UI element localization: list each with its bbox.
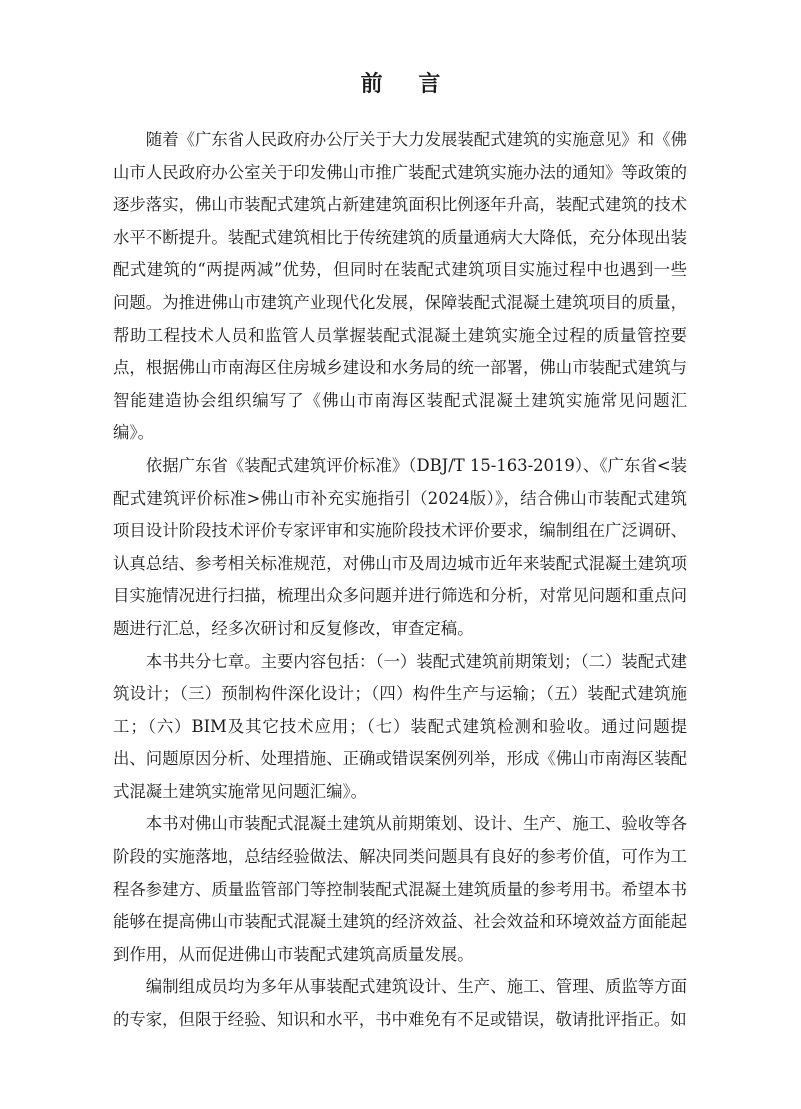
paragraph-value: 本书对佛山市装配式混凝土建筑从前期策划、设计、生产、施工、验收等各阶段的实施落地，总结经验做法、解决同类问题具有良好的参考价值，可作为工程各参建方、质量监管部门等控制装配式混凝土建筑质量的参考用书。希望本书能够在提高佛山市装配式混凝土建筑的经济效益、社会效益和环境效益方面能起到作用，从而促进佛山市装配式建筑高质量发展。 bbox=[113, 814, 687, 964]
paragraph-background: 随着《广东省人民政府办公厅关于大力发展装配式建筑的实施意见》和《佛山市人民政府办公室关于印发佛山市推广装配式建筑实施办法的通知》等政策的逐步落实，佛山市装配式建筑占新建建筑面积比例逐年升高，装配式建筑的技术水平不断提升。装配式建筑相比于传统建筑的质量通病大大降低，充分体现出装配式建筑的“两提两减”优势，但同时在装配式建筑项目实施过程中也遇到一些问题。为推进佛山市建筑产业现代化发展，保障装配式混凝土建筑项目的质量，帮助工程技术人员和监管人员掌握装配式混凝土建筑实施全过程的质量管控要点，根据佛山市南海区住房城乡建设和水务局的统一部署，佛山市装配式建筑与智能建造协会组织编写了《佛山市南海区装配式混凝土建筑实施常见问题汇编》。 bbox=[113, 130, 687, 443]
paragraph-contents: 本书共分七章。主要内容包括：（一）装配式建筑前期策划；（二）装配式建筑设计；（三）预制构件深化设计；（四）构件生产与运输；（五）装配式建筑施工；（六）BIM及其它技术应用；（七）装配式建筑检测和验收。通过问题提出、问题原因分析、处理措施、正确或错误案例列举，形成《佛山市南海区装配式混凝土建筑实施常见问题汇编》。 bbox=[113, 651, 687, 801]
page-title: 前 言 bbox=[360, 72, 455, 97]
paragraph-authors: 编制组成员均为多年从事装配式建筑设计、生产、施工、管理、质监等方面的专家，但限于经验、知识和水平，书中难免有不足或错误，敬请批评指正。如 bbox=[113, 977, 687, 1030]
paragraph-basis: 依据广东省《装配式建筑评价标准》（DBJ/T 15-163-2019）、《广东省<装配式建筑评价标准>佛山市补充实施指引（2024版）》，结合佛山市装配式建筑项目设计阶段技术评价专家评审和实施阶段技术评价要求，编制组在广泛调研、认真总结、参考相关标准规范，对佛山市及周边城市近年来装配式混凝土建筑项目实施情况进行扫描，梳理出众多问题并进行筛选和分析，对常见问题和重点问题进行汇总，经多次研讨和反复修改，审查定稿。 bbox=[113, 455, 687, 638]
document-body bbox=[113, 124, 687, 1037]
